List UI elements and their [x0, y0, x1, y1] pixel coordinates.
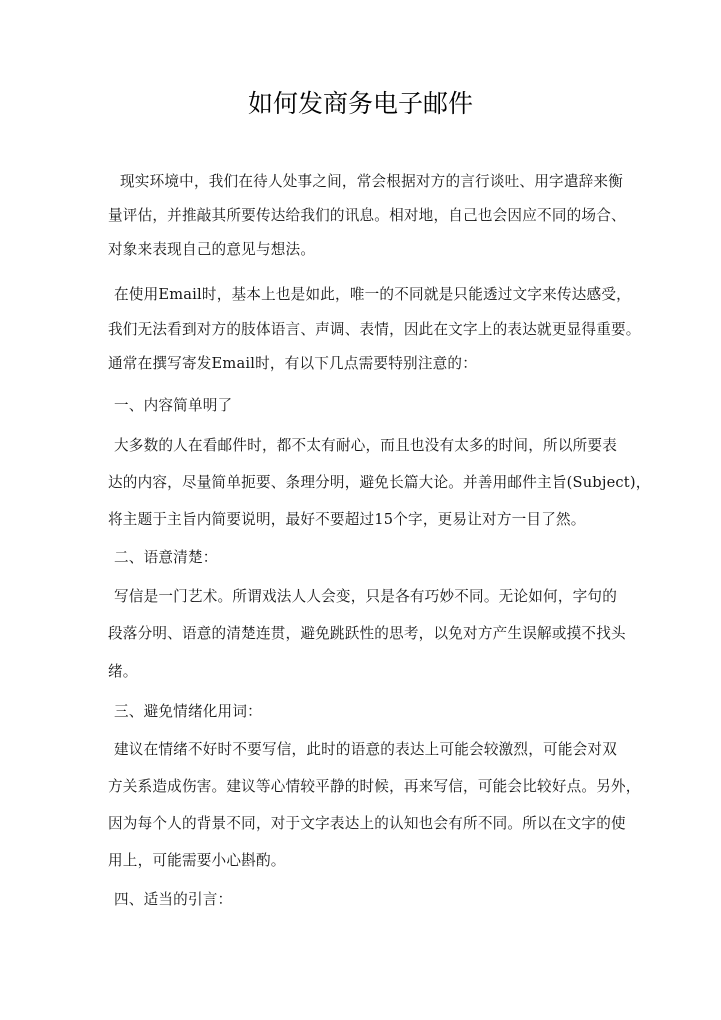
paragraph-line: 三、避免情绪化用词： — [114, 703, 262, 720]
paragraph-line: 现实环境中，我们在待人处事之间，常会根据对方的言行谈吐、用字遣辞来衡 — [120, 173, 623, 190]
paragraph-line: 对象来表现自己的意见与想法。 — [108, 241, 316, 258]
paragraph-line: 在使用Email时，基本上也是如此，唯一的不同就是只能透过文字来传达感受， — [114, 286, 631, 303]
paragraph-line: 建议在情绪不好时不要写信，此时的语意的表达上可能会较激烈，可能会对双 — [114, 741, 617, 758]
document-title: 如何发商务电子邮件 — [247, 89, 473, 118]
paragraph-line: 绪。 — [108, 663, 138, 680]
paragraph-line: 用上，可能需要小心斟酌。 — [108, 852, 286, 869]
paragraph-line: 一、内容简单明了 — [114, 397, 233, 414]
paragraph-line: 方关系造成伤害。建议等心情较平静的时候，再来写信，可能会比较好点。另外， — [108, 778, 641, 795]
paragraph-line: 写信是一门艺术。所谓戏法人人会变，只是各有巧妙不同。无论如何，字句的 — [114, 588, 617, 605]
paragraph-line: 二、语意清楚： — [114, 549, 218, 566]
paragraph-line: 段落分明、语意的清楚连贯，避免跳跃性的思考，以免对方产生误解或摸不找头 — [108, 625, 626, 642]
paragraph-line: 四、适当的引言： — [114, 891, 233, 908]
paragraph-line: 量评估，并推敲其所要传达给我们的讯息。相对地，自己也会因应不同的场合、 — [108, 207, 626, 224]
paragraph-line: 大多数的人在看邮件时，都不太有耐心，而且也没有太多的时间，所以所要表 — [114, 437, 617, 454]
paragraph-line: 将主题于主旨内简要说明，最好不要超过15个字，更易让对方一目了然。 — [108, 511, 586, 528]
paragraph-line: 因为每个人的背景不同，对于文字表达上的认知也会有所不同。所以在文字的使 — [108, 815, 626, 832]
paragraph-line: 达的内容，尽量简单扼要、条理分明，避免长篇大论。并善用邮件主旨(Subject)， — [108, 474, 651, 491]
paragraph-line: 通常在撰写寄发Email时，有以下几点需要特别注意的： — [108, 355, 477, 372]
paragraph-line: 我们无法看到对方的肢体语言、声调、表情，因此在文字上的表达就更显得重要。 — [108, 321, 641, 338]
